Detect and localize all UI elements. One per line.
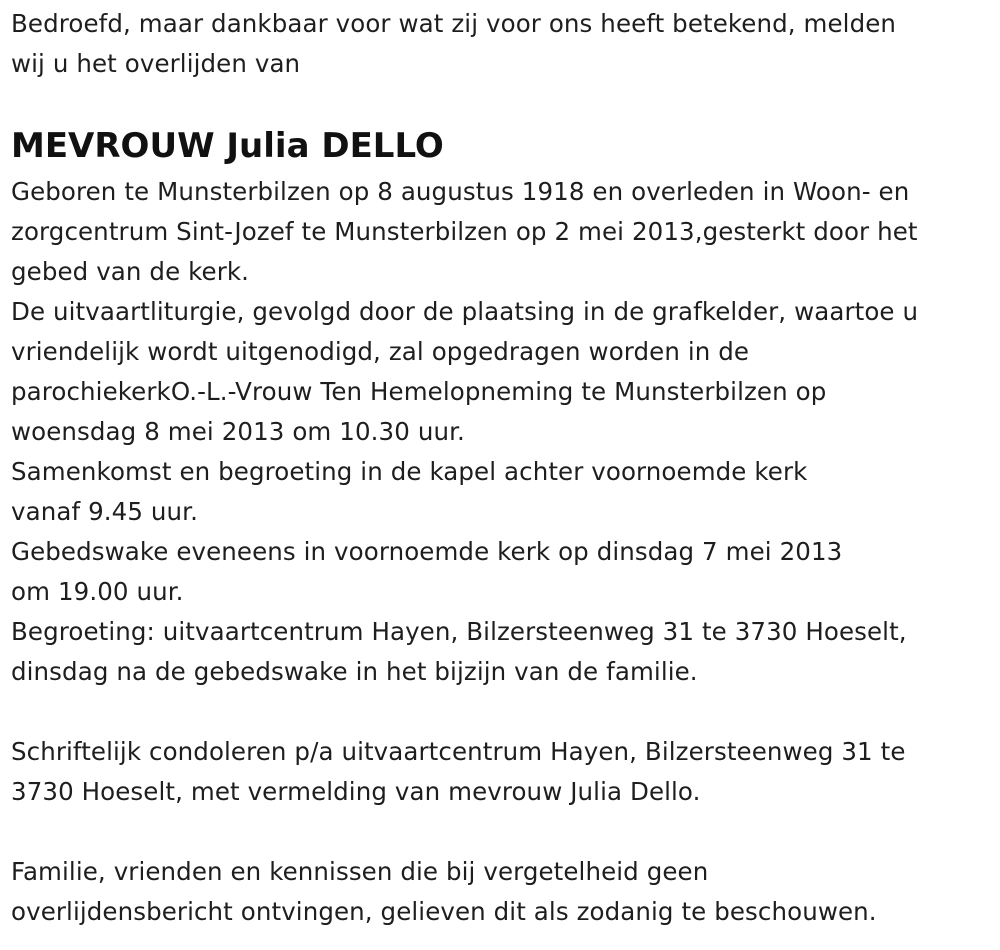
closing-line: Familie, vrienden en kennissen die bij vergetelheid geen — [11, 857, 709, 886]
closing-line: overlijdensbericht ontvingen, gelieven dit als zodanig te beschouwen. — [11, 897, 877, 926]
intro-line: Bedroefd, maar dankbaar voor wat zij voor ons heeft betekend, melden — [11, 9, 897, 38]
details-line: De uitvaartliturgie, gevolgd door de plaatsing in de grafkelder, waartoe u — [11, 297, 919, 326]
details-line: vanaf 9.45 uur. — [11, 497, 198, 526]
details-line: Begroeting: uitvaartcentrum Hayen, Bilzersteenweg 31 te 3730 Hoeselt, — [11, 617, 907, 646]
details-line: zorgcentrum Sint-Jozef te Munsterbilzen op 2 mei 2013,gesterkt door het — [11, 217, 918, 246]
details-line: om 19.00 uur. — [11, 577, 184, 606]
details-line: woensdag 8 mei 2013 om 10.30 uur. — [11, 417, 465, 446]
details-line: vriendelijk wordt uitgenodigd, zal opgedragen worden in de — [11, 337, 750, 366]
condolences-line: 3730 Hoeselt, met vermelding van mevrouw Julia Dello. — [11, 777, 701, 806]
details-line: parochiekerkO.-L.-Vrouw Ten Hemelopneming te Munsterbilzen op — [11, 377, 827, 406]
condolences-line: Schriftelijk condoleren p/a uitvaartcentrum Hayen, Bilzersteenweg 31 te — [11, 737, 906, 766]
deceased-name-heading: MEVROUW Julia DELLO — [11, 126, 444, 166]
details-line: Samenkomst en begroeting in de kapel achter voornoemde kerk — [11, 457, 808, 486]
details-line: Geboren te Munsterbilzen op 8 augustus 1918 en overleden in Woon- en — [11, 177, 910, 206]
details-line: Gebedswake eveneens in voornoemde kerk op dinsdag 7 mei 2013 — [11, 537, 843, 566]
details-line: dinsdag na de gebedswake in het bijzijn van de familie. — [11, 657, 698, 686]
intro-line: wij u het overlijden van — [11, 49, 301, 78]
details-line: gebed van de kerk. — [11, 257, 250, 286]
